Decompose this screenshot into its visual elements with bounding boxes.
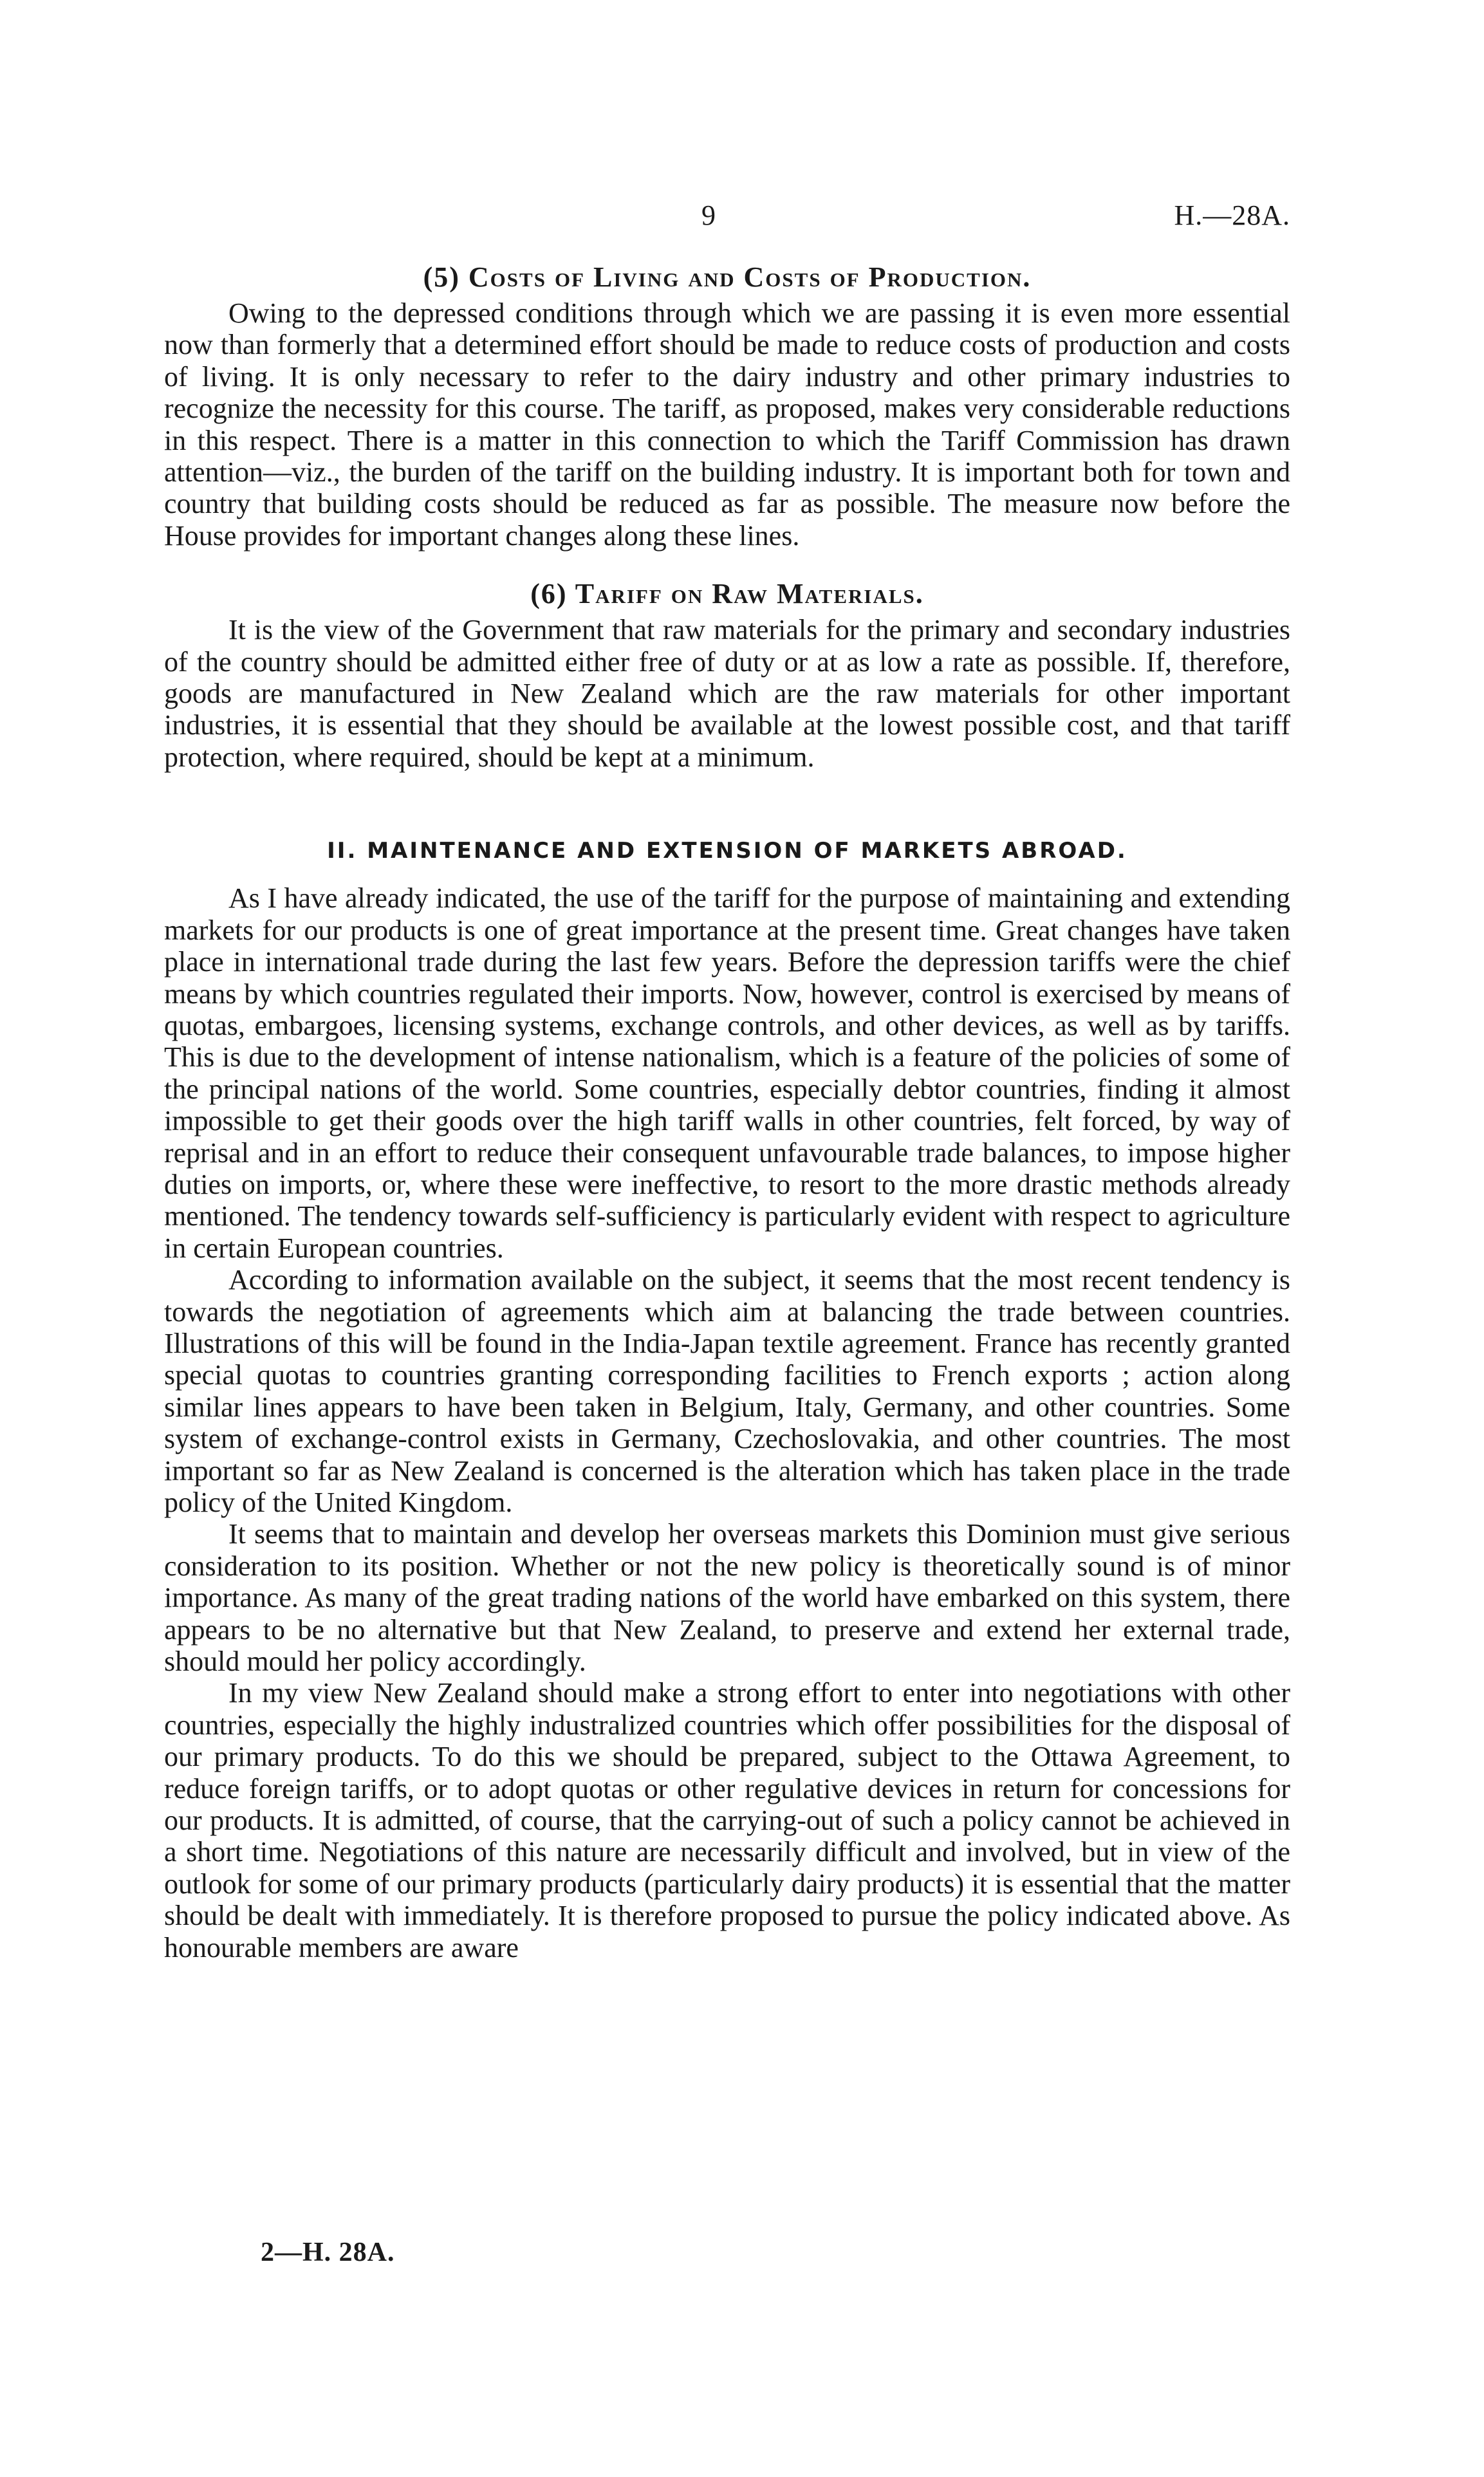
paragraph: It seems that to maintain and develop her overseas markets this Dominion must give serious consideration to its position. Whether or not the new policy is theoretically sound is of minor importance. As many of the great trading nations of the world have embarked on this system, there appears to be no alternative but that New Zealand, to preserve and extend her external trade, should mould her policy accordingly. bbox=[164, 1518, 1290, 1678]
page-number: 9 bbox=[701, 199, 716, 231]
section-heading-costs: (5) Costs of Living and Costs of Production. bbox=[423, 261, 1032, 293]
paragraph: As I have already indicated, the use of the tariff for the purpose of maintaining and extending markets for our products is one of great importance at the present time. Great changes have taken place in international trade during the last few years. Before the depression tariffs were the chief means by which countries regulated their imports. Now, however, control is exercised by means of quotas, embargoes, licensing systems, exchange controls, and other devices, as well as by tariffs. This is due to the development of intense nationalism, which is a feature of the policies of some of the principal nations of the world. Some countries, especially debtor countries, finding it almost impossible to get their goods over the high tariff walls in other countries, felt forced, by way of reprisal and in an effort to reduce their consequent unfavourable trade balances, to impose higher duties on imports, or, where these were ineffective, to resort to the more drastic methods already mentioned. The tendency towards self-sufficiency is particularly evident with respect to agriculture in certain European countries. bbox=[164, 882, 1290, 1264]
section-markets bbox=[164, 836, 1290, 1963]
major-heading-markets: II. MAINTENANCE AND EXTENSION OF MARKETS ABROAD. bbox=[327, 838, 1127, 864]
document-reference: H.—28A. bbox=[1174, 199, 1290, 231]
paragraph: Owing to the depressed conditions through which we are passing it is even more essential now than formerly that a determined effort should be made to reduce costs of production and costs of living. It is only necessary to refer to the dairy industry and other primary industries to recognize the necessity for this course. The tariff, as proposed, makes very considerable reductions in this respect. There is a matter in this connection to which the Tariff Commission has drawn attention—viz., the burden of the tariff on the building industry. It is important both for town and country that building costs should be reduced as far as possible. The measure now before the House provides for important changes along these lines. bbox=[164, 297, 1290, 552]
section-raw-materials bbox=[164, 577, 1290, 773]
paragraph: It is the view of the Government that raw materials for the primary and secondary industries of the country should be admitted either free of duty or at as low a rate as possible. If, therefore, goods are manufactured in New Zealand which are the raw materials for other important industries, it is essential that they should be available at the lowest possible cost, and that tariff protection, where required, should be kept at a minimum. bbox=[164, 614, 1290, 773]
section-costs bbox=[164, 261, 1290, 552]
paragraph: In my view New Zealand should make a strong effort to enter into negotiations with other countries, especially the highly industralized countries which offer possibilities for the disposal of our primary products. To do this we should be prepared, subject to the Ottawa Agreement, to reduce foreign tariffs, or to adopt quotas or other regulative devices in return for concessions for our products. It is admitted, of course, that the carrying-out of such a policy cannot be achieved in a short time. Negotiations of this nature are necessarily difficult and involved, but in view of the outlook for some of our primary products (particularly dairy products) it is essential that the matter should be dealt with immediately. It is therefore proposed to pursue the policy indicated above. As honourable members are aware bbox=[164, 1677, 1290, 1963]
footer-signature: 2—H. 28A. bbox=[261, 2238, 395, 2267]
page-header bbox=[164, 196, 1290, 235]
paragraph: According to information available on the subject, it seems that the most recent tendency is towards the negotiation of agreements which aim at balancing the trade between countries. Illustrations of this will be found in the India-Japan textile agreement. France has recently granted special quotas to countries granting corresponding facilities to French exports ; action along similar lines appears to have been taken in Belgium, Italy, Germany, and other countries. Some system of exchange-control exists in Germany, Czechoslovakia, and other countries. The most important so far as New Zealand is concerned is the alteration which has taken place in the trade policy of the United Kingdom. bbox=[164, 1264, 1290, 1518]
section-heading-raw-materials: (6) Tariff on Raw Materials. bbox=[530, 578, 924, 610]
body-text bbox=[164, 261, 1290, 1963]
